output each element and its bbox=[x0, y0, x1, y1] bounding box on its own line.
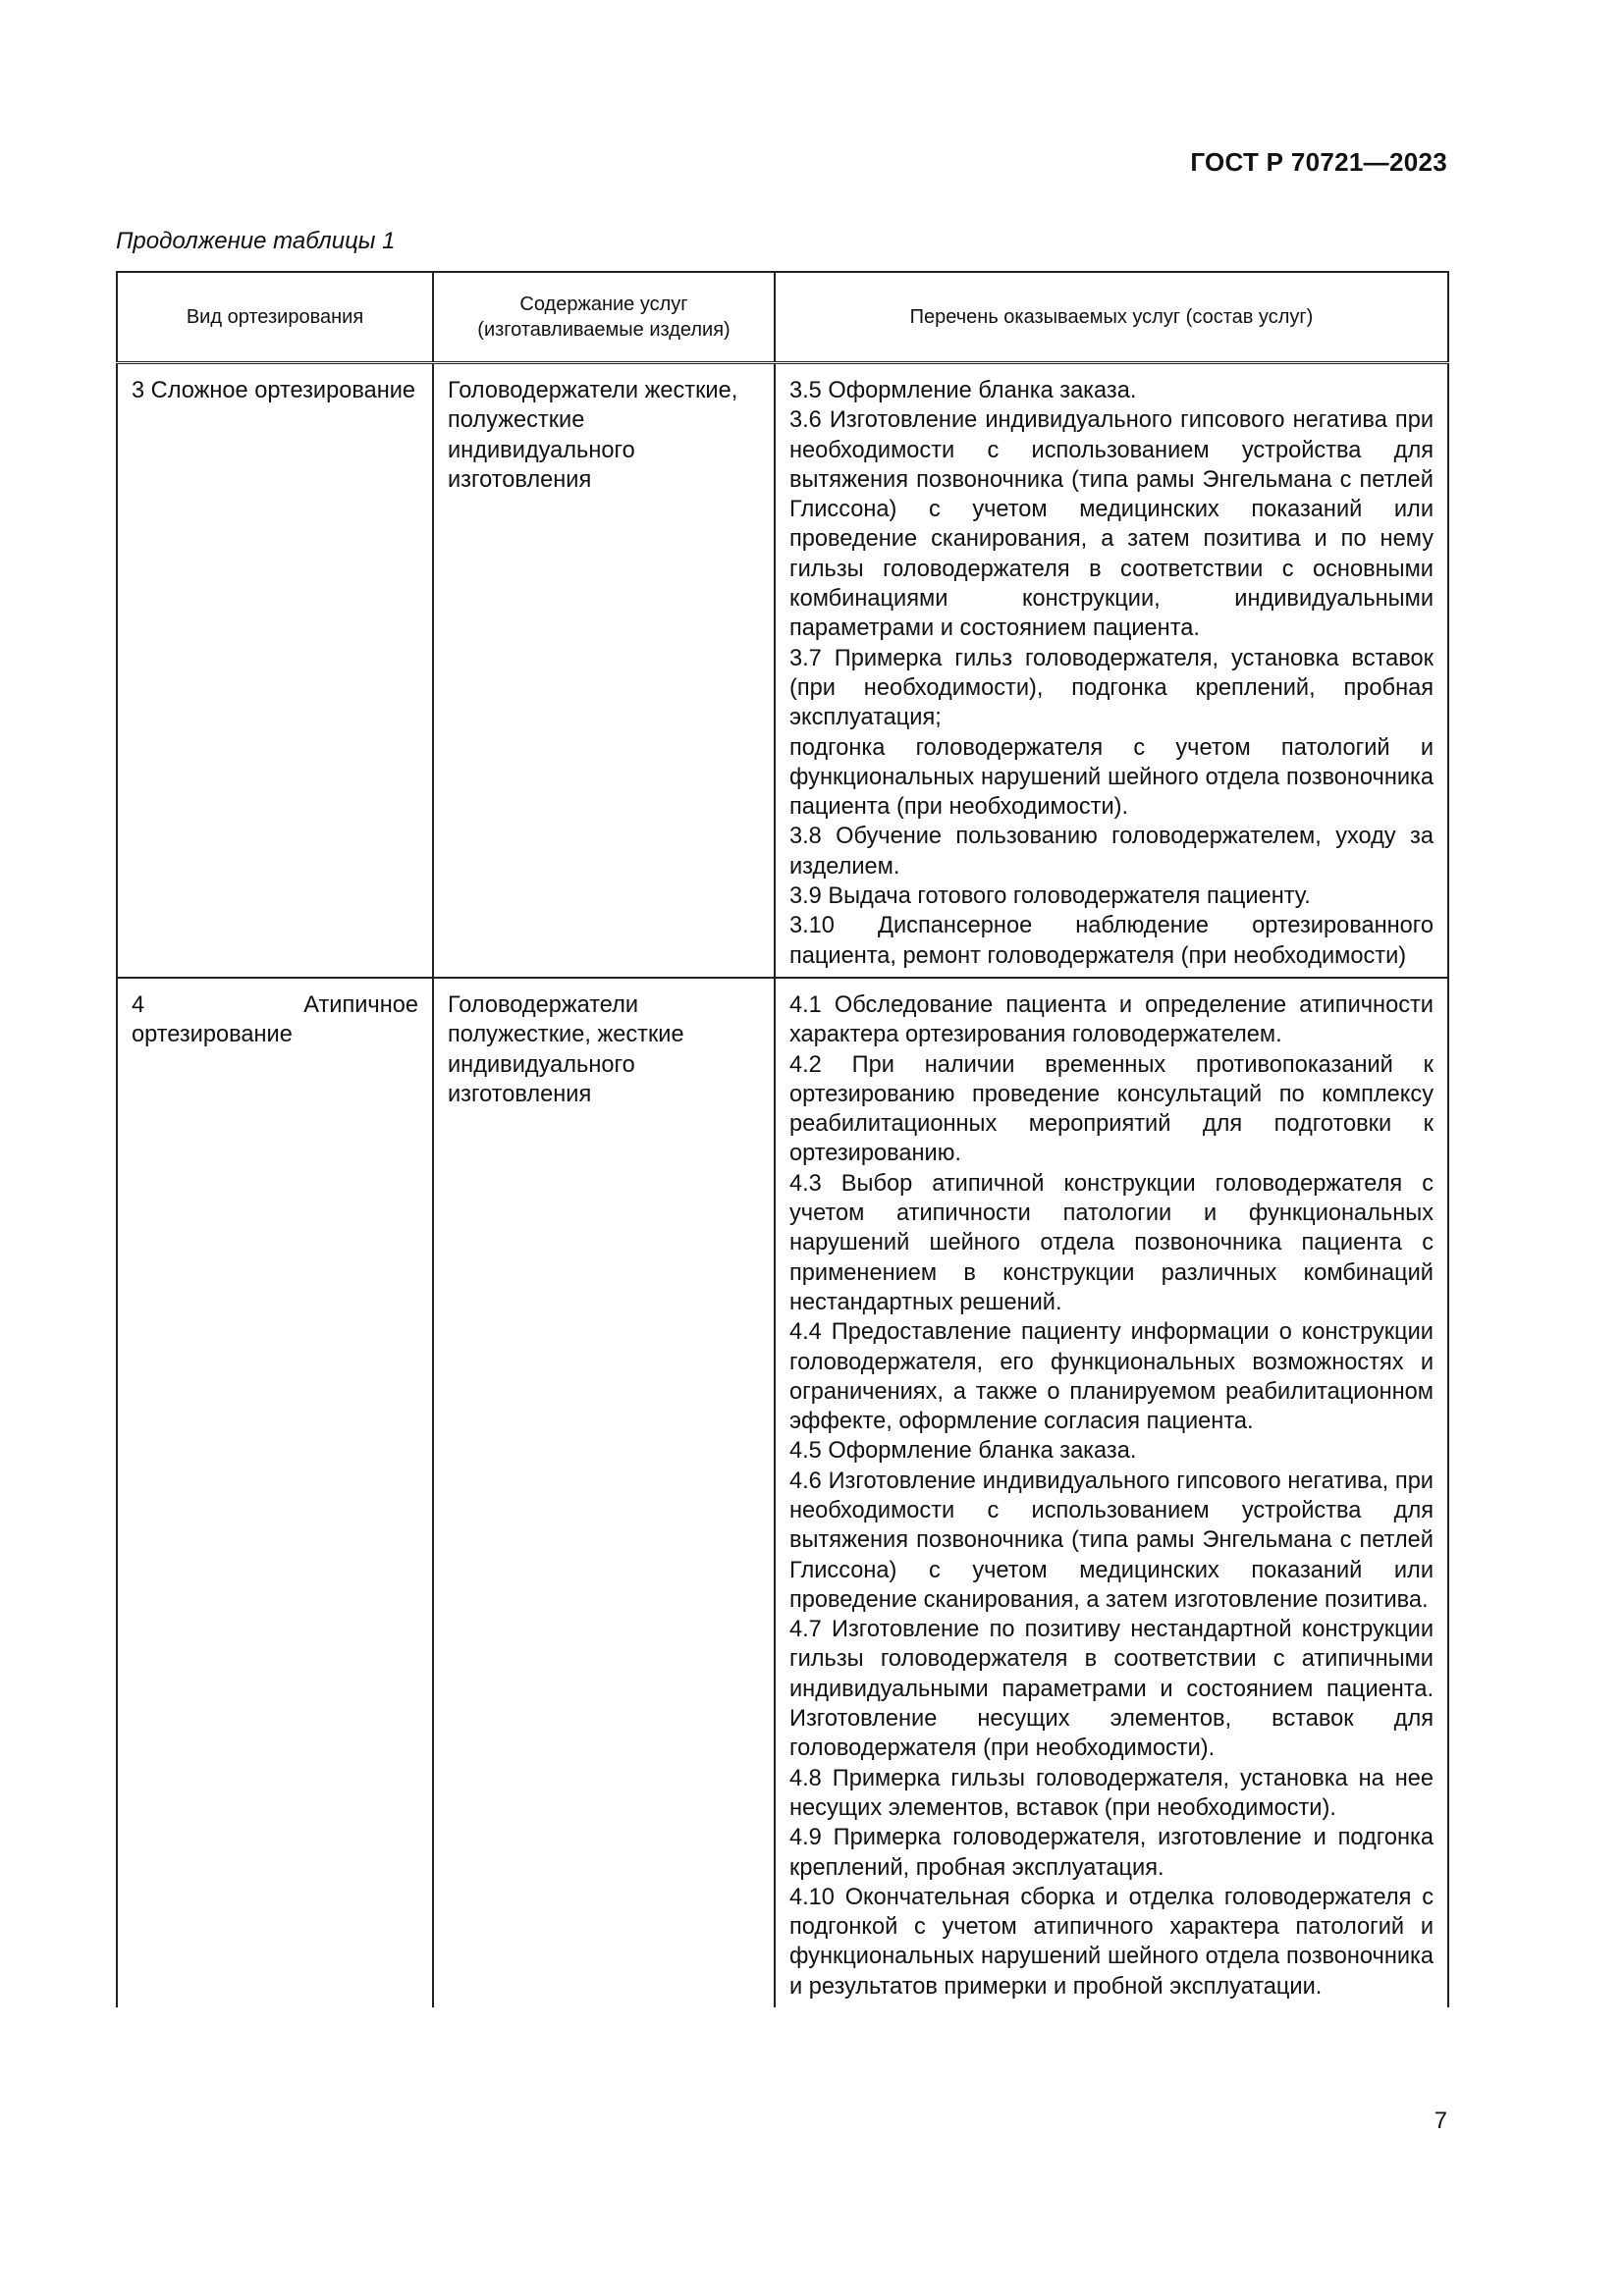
service-item: 4.6 Изготовление индивидуального гипсового негатива, при необходимости с использованием устройства для вытяжения позвоночника (типа рамы Энгельмана с петлей Глиссона) с учетом медицинских показаний или проведение сканирования, а затем изготовление позитива. bbox=[789, 1468, 1434, 1613]
service-item: 4.5 Оформление бланка заказа. bbox=[789, 1438, 1137, 1465]
service-item: подгонка головодержателя с учетом патологий и функциональных нарушений шейного отдела позвоночника пациента (при необходимости). bbox=[789, 734, 1434, 821]
service-item: 4.1 Обследование пациента и определение атипичности характера ортезирования головодержателем. bbox=[789, 991, 1434, 1048]
service-item: 3.7 Примерка гильз головодержателя, установка вставок (при необходимости), подгонка креплений, пробная эксплуатация; bbox=[789, 645, 1434, 731]
service-item: 3.9 Выдача готового головодержателя пациенту. bbox=[789, 883, 1311, 910]
services-cell bbox=[775, 363, 1448, 978]
page-number: 7 bbox=[1434, 2108, 1447, 2134]
service-item: 4.9 Примерка головодержателя, изготовление и подгонка креплений, пробная эксплуатация. bbox=[789, 1825, 1434, 1881]
service-item: 3.8 Обучение пользованию головодержателем, уходу за изделием. bbox=[789, 824, 1434, 880]
service-item: 3.10 Диспансерное наблюдение ортезированного пациента, ремонт головодержателя (при необходимости) bbox=[789, 913, 1434, 969]
orthosis-kind-cell: 3 Сложное ортезирование bbox=[117, 363, 433, 978]
table-row bbox=[117, 363, 1448, 978]
service-item: 4.4 Предоставление пациенту информации о конструкции головодержателя, его функциональных возможностях и ограничениях, а также о планируемом реабилитационном эффекте, оформление согласия пациента. bbox=[789, 1319, 1434, 1435]
column-header-kind: Вид ортезирования bbox=[117, 272, 433, 363]
service-item: 4.7 Изготовление по позитиву нестандартной конструкции гильзы головодержателя в соответствии с атипичными индивидуальными параметрами и состоянием пациента. Изготовление несущих элементов, вставок для головодержателя (при необходимости). bbox=[789, 1617, 1434, 1762]
service-item: 4.8 Примерка гильзы головодержателя, установка на нее несущих элементов, вставок (при необходимости). bbox=[789, 1765, 1434, 1821]
table-row bbox=[117, 978, 1448, 2007]
column-header-products: Содержание услуг (изготавливаемые изделия) bbox=[433, 272, 775, 363]
orthosis-kind-cell: 4 Атипичное ортезирование bbox=[117, 978, 433, 2007]
service-item: 3.5 Оформление бланка заказа. bbox=[789, 378, 1137, 403]
service-item: 4.2 При наличии временных противопоказаний к ортезированию проведение консультаций по комплексу реабилитационных мероприятий для подготовки к ортезированию. bbox=[789, 1051, 1434, 1167]
services-table bbox=[116, 271, 1447, 2007]
service-item: 4.3 Выбор атипичной конструкции головодержателя с учетом атипичности патологии и функциональных нарушений шейного отдела позвоночника пациента с применением в конструкции различных комбинаций нестандартных решений. bbox=[789, 1170, 1434, 1315]
products-cell: Головодержатели полужесткие, жесткие индивидуального изготовления bbox=[433, 978, 775, 2007]
services-cell bbox=[775, 978, 1448, 2007]
service-item: 4.10 Окончательная сборка и отделка головодержателя с подгонкой с учетом атипичного характера патологий и функциональных нарушений шейного отдела позвоночника и результатов примерки и пробной эксплуатации. bbox=[789, 1884, 1434, 2000]
service-item: 3.6 Изготовление индивидуального гипсового негатива при необходимости с использованием устройства для вытяжения позвоночника (типа рамы Энгельмана с петлей Глиссона) с учетом медицинских показаний или проведение сканирования, а затем позитива и по нему гильзы головодержателя в соответствии с основными комбинациями конструкции, индивидуальными параметрами и состоянием пациента. bbox=[789, 407, 1434, 642]
document-code: ГОСТ Р 70721—2023 bbox=[1190, 147, 1447, 177]
table-caption: Продолжение таблицы 1 bbox=[116, 228, 396, 254]
table-header-row bbox=[117, 272, 1448, 363]
column-header-services: Перечень оказываемых услуг (состав услуг) bbox=[775, 272, 1448, 363]
products-cell: Головодержатели жесткие, полужесткие индивидуального изготовления bbox=[433, 363, 775, 978]
